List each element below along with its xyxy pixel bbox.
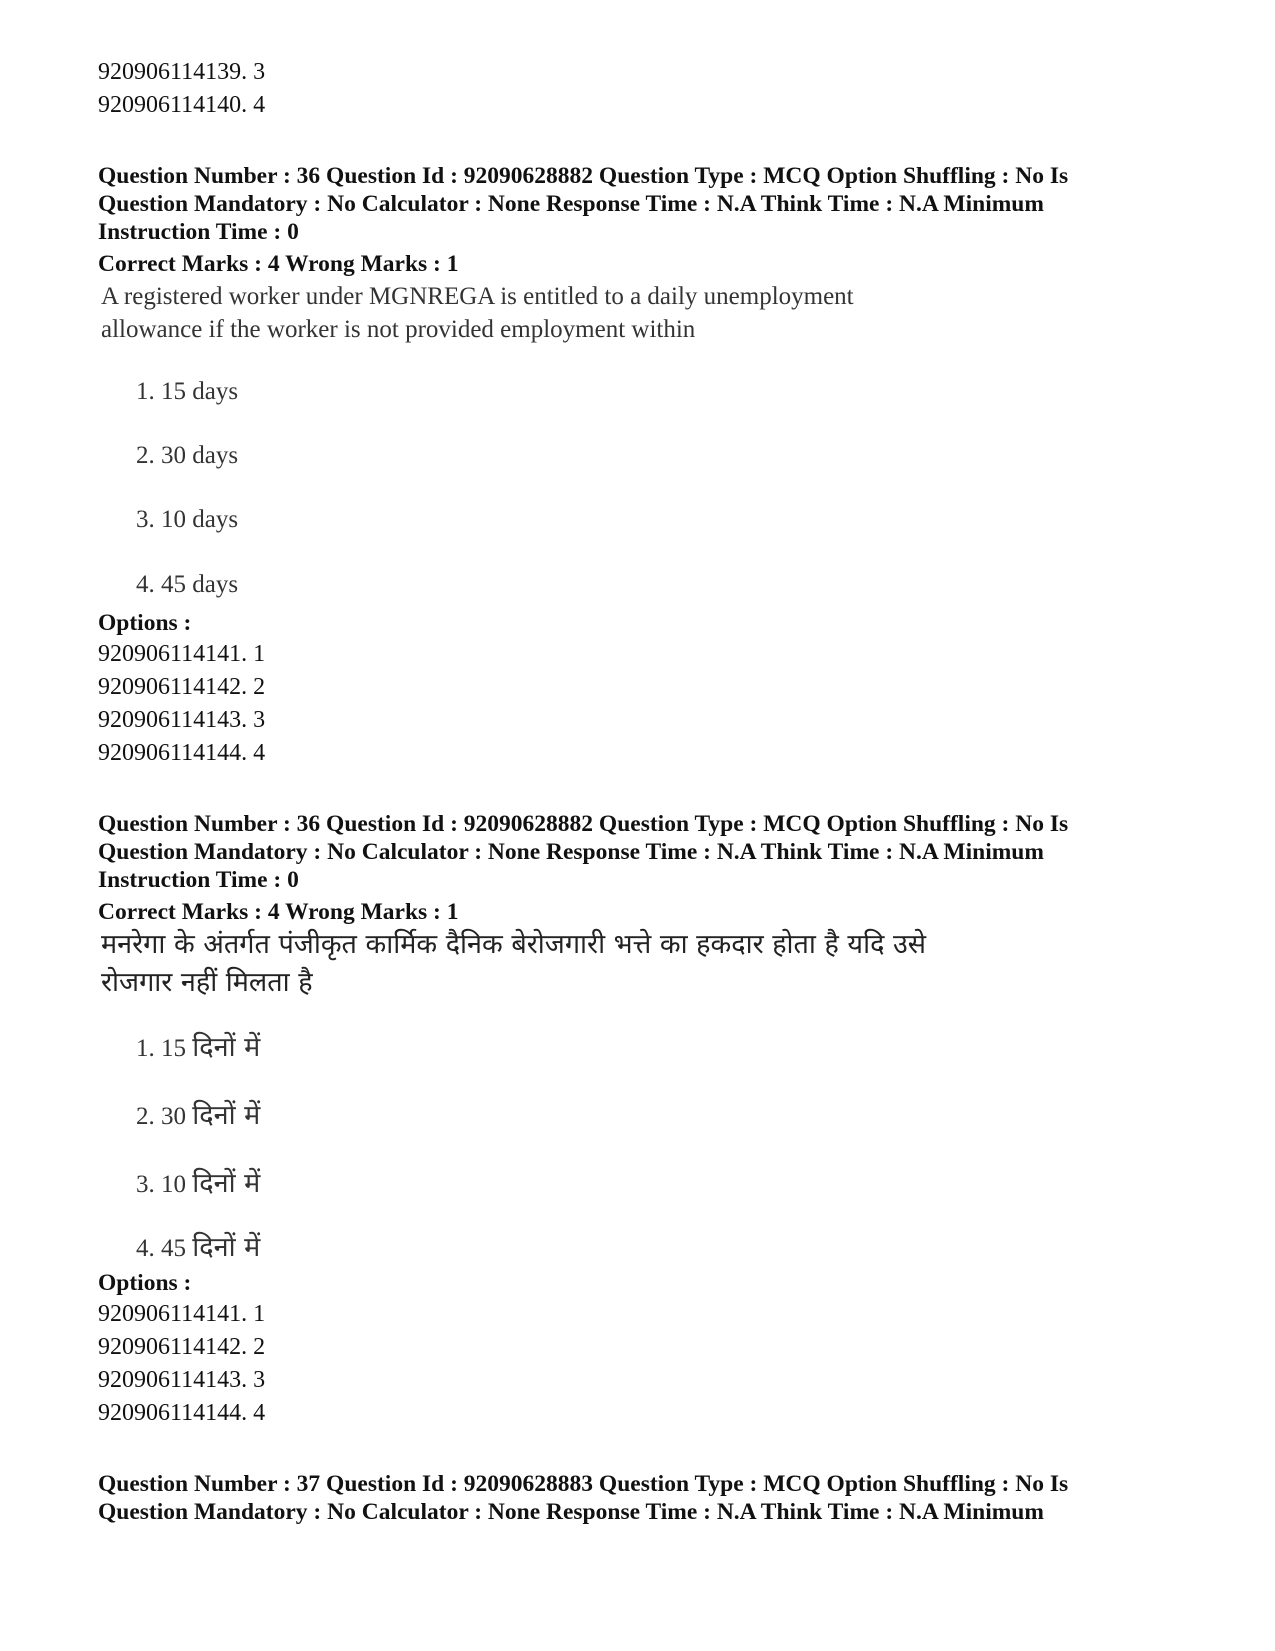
marks-line: Correct Marks : 4 Wrong Marks : 1 (98, 899, 459, 925)
option-id-line: 920906114139. 3 (98, 59, 266, 85)
question-36-english (98, 162, 1188, 770)
options-label: Options : (98, 1270, 192, 1296)
question-text (98, 280, 1188, 346)
answer-choice (136, 1218, 1188, 1268)
question-header (98, 810, 1188, 894)
question-text-line: मनरेगा के अंतर्गत पंजीकृत कार्मिक दैनिक बेरोजगारी भत्ते का हकदार होता है यदि उसे (101, 929, 927, 960)
option-id-line: 920906114144. 4 (98, 740, 266, 766)
answer-choice: 3. 10 days (136, 506, 239, 533)
answer-choice (136, 1014, 1188, 1082)
question-header (98, 1470, 1188, 1526)
choice-number: 2. 30 (136, 1103, 186, 1130)
answer-choices (98, 360, 1188, 608)
question-text (98, 926, 1188, 1002)
question-text-line: allowance if the worker is not provided employment within (101, 316, 696, 343)
option-id-line: 920906114143. 3 (98, 707, 266, 733)
option-id-line: 920906114142. 2 (98, 674, 266, 700)
option-id-list (98, 638, 1188, 770)
question-text-line: A registered worker under MGNREGA is entitled to a daily unemployment (101, 283, 854, 310)
options-label: Options : (98, 610, 192, 636)
choice-text: दिनों में (192, 1232, 261, 1263)
question-header-line: Question Mandatory : No Calculator : None Response Time : N.A Think Time : N.A Minimum (98, 191, 1044, 217)
question-header-line: Question Number : 36 Question Id : 92090628882 Question Type : MCQ Option Shuffling : No Is (98, 163, 1069, 189)
answer-choice: 4. 45 days (136, 571, 239, 598)
option-id-line: 920906114144. 4 (98, 1400, 266, 1426)
previous-options (98, 56, 1188, 122)
answer-choice (136, 1150, 1188, 1218)
answer-choice (136, 1082, 1188, 1150)
question-37 (98, 1470, 1188, 1526)
question-header-line: Instruction Time : 0 (98, 867, 299, 893)
choice-text: दिनों में (192, 1168, 261, 1199)
question-header-line: Question Mandatory : No Calculator : None Response Time : N.A Think Time : N.A Minimum (98, 1499, 1044, 1525)
question-header (98, 162, 1188, 246)
answer-choice: 2. 30 days (136, 442, 239, 469)
choice-number: 4. 45 (136, 1235, 186, 1262)
answer-choices (98, 1014, 1188, 1268)
option-id-line: 920906114140. 4 (98, 92, 266, 118)
question-header-line: Instruction Time : 0 (98, 219, 299, 245)
marks-line: Correct Marks : 4 Wrong Marks : 1 (98, 251, 459, 277)
choice-text: दिनों में (192, 1032, 261, 1063)
question-header-line: Question Mandatory : No Calculator : None Response Time : N.A Think Time : N.A Minimum (98, 839, 1044, 865)
option-id-line: 920906114141. 1 (98, 1301, 266, 1327)
document-page (98, 56, 1188, 1526)
question-header-line: Question Number : 36 Question Id : 92090628882 Question Type : MCQ Option Shuffling : No Is (98, 811, 1069, 837)
question-text-line: रोजगार नहीं मिलता है (101, 967, 313, 998)
choice-text: दिनों में (192, 1100, 261, 1131)
question-36-hindi (98, 810, 1188, 1430)
question-header-line: Question Number : 37 Question Id : 92090628883 Question Type : MCQ Option Shuffling : No Is (98, 1471, 1069, 1497)
option-id-line: 920906114141. 1 (98, 641, 266, 667)
option-id-list (98, 1298, 1188, 1430)
option-id-line: 920906114142. 2 (98, 1334, 266, 1360)
choice-number: 3. 10 (136, 1171, 186, 1198)
choice-number: 1. 15 (136, 1035, 186, 1062)
answer-choice: 1. 15 days (136, 378, 239, 405)
option-id-line: 920906114143. 3 (98, 1367, 266, 1393)
